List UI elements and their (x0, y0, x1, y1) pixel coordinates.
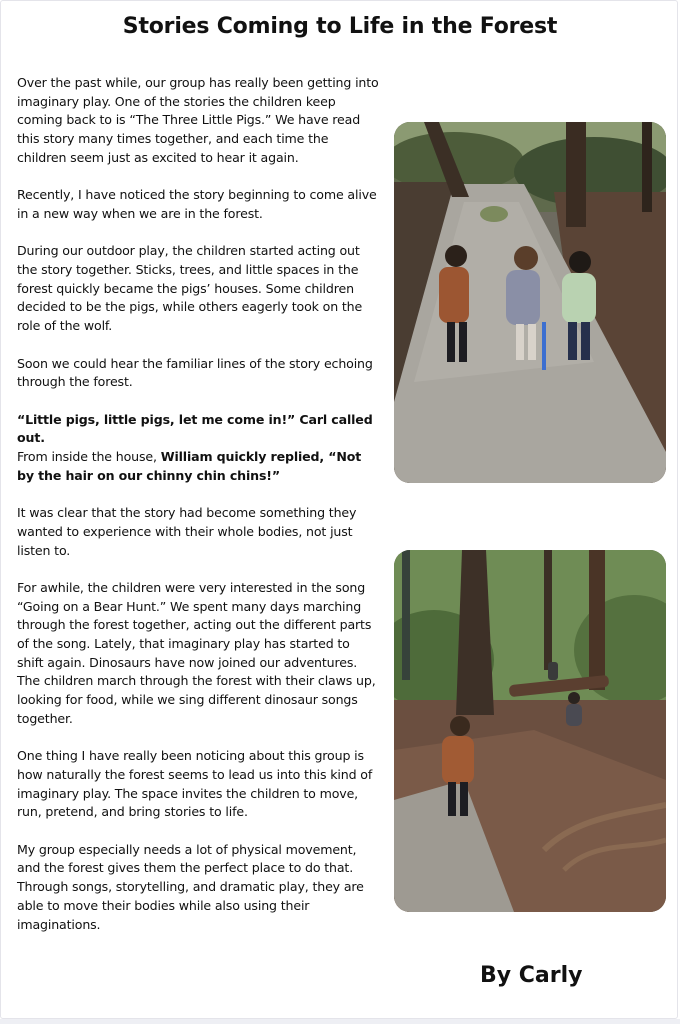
story-paragraph-7: One thing I have really been noticing about this group is how naturally the forest seems to lead us into this kind of imaginary play. The space invites the children to move, run, pretend, and bring stories to life. (17, 748, 373, 820)
story-text (17, 74, 379, 953)
story-paragraph-1: Over the past while, our group has really been getting into imaginary play. One of the stories the children keep coming back to is “The Three Little Pigs.” We have read this story many times together, and each time the children seem just as excited to hear it again. (17, 75, 379, 165)
story-paragraph-6: For awhile, the children were very interested in the song “Going on a Bear Hunt.” We spent many days marching through the forest together, acting out the different parts of the song. Lately, that imaginary play has started to shift again. Dinosaurs have now joined our adventures. The children march through the forest with their claws up, looking for food, while we sing different dinosaur songs together. (17, 579, 376, 726)
forest-clearing-photo (394, 550, 666, 912)
story-dialogue (17, 411, 379, 486)
story-paragraph-3: During our outdoor play, the children started acting out the story together. Sticks, trees, and little spaces in the forest quickly became the pigs’ houses. Some children decided to be the pigs, while others eagerly took on the role of the wolf. (17, 243, 363, 334)
dialogue-intro: From inside the house, (17, 449, 161, 464)
story-paragraph-5: It was clear that the story had become something they wanted to experience with their whole bodies, not just listen to. (17, 505, 357, 558)
story-paragraph-8: My group especially needs a lot of physical movement, and the forest gives them the perfect place to do that. Through songs, storytelling, and dramatic play, they are able to move their bodies while also using their imaginations. (17, 841, 364, 932)
forest-path-illustration (394, 122, 666, 483)
pig-reply-quote: William quickly replied, “Not by the hair on our chinny chin chins!” (17, 449, 362, 483)
page-title: Stories Coming to Life in the Forest (122, 14, 558, 39)
wolf-quote: “Little pigs, little pigs, let me come in!” Carl called out. (17, 411, 373, 446)
story-paragraph-2: Recently, I have noticed the story beginning to come alive in a new way when we are in the forest. (17, 187, 377, 221)
story-paragraph-4: Soon we could hear the familiar lines of the story echoing through the forest. (17, 355, 373, 390)
forest-clearing-illustration (394, 550, 666, 912)
forest-path-photo (394, 122, 666, 483)
bottom-border (0, 1019, 680, 1024)
author-byline: By Carly (480, 963, 583, 988)
